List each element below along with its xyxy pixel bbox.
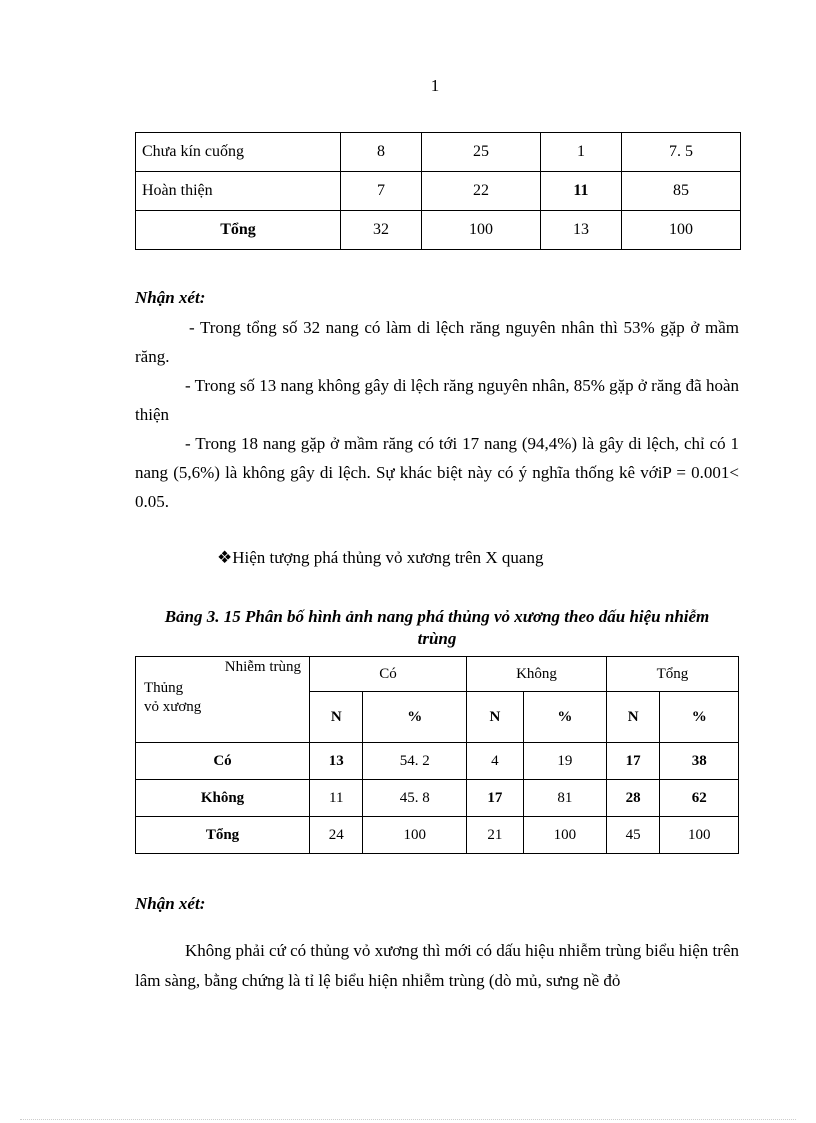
table-header-row (136, 657, 739, 692)
cell: 45 (606, 817, 659, 854)
group-header: Có (310, 657, 467, 692)
paragraph: Không phải cứ có thủng vỏ xương thì mới có dấu hiệu nhiễm trùng biểu hiện trên lâm sàng, bằng chứng là tỉ lệ biểu hiện nhiễm trùng (dò mủ, sưng nề đỏ (135, 941, 739, 990)
subheader-cell: N (606, 692, 659, 743)
row-label: Có (136, 743, 310, 780)
corner-label-row-line: vỏ xương (144, 699, 202, 715)
group-header: Tổng (606, 657, 738, 692)
table-row (136, 743, 739, 780)
paragraph: - Trong 18 nang gặp ở mầm răng có tới 17 nang (94,4%) là gây di lệch, chỉ có 1 nang (5,6%) là không gây di lệch. Sự khác biệt này có ý nghĩa thống kê vớiP = 0.001< 0.05. (135, 434, 739, 511)
row-label: Chưa kín cuống (136, 133, 341, 172)
cell: 17 (606, 743, 659, 780)
cell: 100 (363, 817, 467, 854)
corner-cell (136, 657, 310, 743)
section-heading: Nhận xét: (135, 894, 206, 913)
cell: 19 (523, 743, 606, 780)
table-rang-nguyen-nhan (135, 132, 741, 250)
cell: 1 (540, 133, 621, 172)
section-heading: Nhận xét: (135, 288, 206, 307)
corner-label-column: Nhiễm trùng (224, 659, 301, 675)
bullet-text: Hiện tượng phá thủng vỏ xương trên X quang (232, 548, 544, 567)
cell: 45. 8 (363, 780, 467, 817)
cell: 100 (421, 211, 540, 250)
corner-label-row-line: Thủng (144, 680, 184, 696)
table-row-total (136, 211, 741, 250)
cell: 62 (660, 780, 739, 817)
row-label: Hoàn thiện (136, 172, 341, 211)
cell: 25 (421, 133, 540, 172)
table-pha-thung-vo-xuong (135, 656, 739, 854)
cell: 22 (421, 172, 540, 211)
cell: 21 (467, 817, 524, 854)
table-row (136, 133, 741, 172)
cell: 28 (606, 780, 659, 817)
row-label: Tổng (136, 211, 341, 250)
cell: 100 (523, 817, 606, 854)
table-row (136, 780, 739, 817)
paragraph: - Trong số 13 nang không gây di lệch răng nguyên nhân, 85% gặp ở răng đã hoàn thiện (135, 376, 739, 424)
subheader-cell: % (363, 692, 467, 743)
subheader-cell: % (523, 692, 606, 743)
cell: 7 (341, 172, 422, 211)
cell: 100 (621, 211, 740, 250)
bullet-item (217, 548, 543, 568)
group-header: Không (467, 657, 607, 692)
subheader-cell: N (467, 692, 524, 743)
paragraph: - Trong tổng số 32 nang có làm di lệch răng nguyên nhân thì 53% gặp ở mầm răng. (135, 318, 739, 366)
cell: 8 (341, 133, 422, 172)
cell: 4 (467, 743, 524, 780)
diamond-bullet-icon: ❖ (217, 548, 233, 567)
page-number: 1 (430, 76, 440, 95)
cell: 100 (660, 817, 739, 854)
row-label: Tổng (136, 817, 310, 854)
table-row-total (136, 817, 739, 854)
cell: 85 (621, 172, 740, 211)
table-row (136, 172, 741, 211)
cell: 13 (310, 743, 363, 780)
cell: 7. 5 (621, 133, 740, 172)
cell: 38 (660, 743, 739, 780)
cell: 13 (540, 211, 621, 250)
row-label: Không (136, 780, 310, 817)
cell: 24 (310, 817, 363, 854)
page-divider (20, 1119, 796, 1120)
cell: 32 (341, 211, 422, 250)
cell: 81 (523, 780, 606, 817)
subheader-cell: % (660, 692, 739, 743)
table-caption: Bảng 3. 15 Phân bố hình ảnh nang phá thủng vỏ xương theo dấu hiệu nhiễm trùng (164, 607, 710, 648)
cell: 17 (467, 780, 524, 817)
corner-label-row (144, 679, 201, 717)
subheader-cell: N (310, 692, 363, 743)
cell: 11 (540, 172, 621, 211)
cell: 54. 2 (363, 743, 467, 780)
cell: 11 (310, 780, 363, 817)
